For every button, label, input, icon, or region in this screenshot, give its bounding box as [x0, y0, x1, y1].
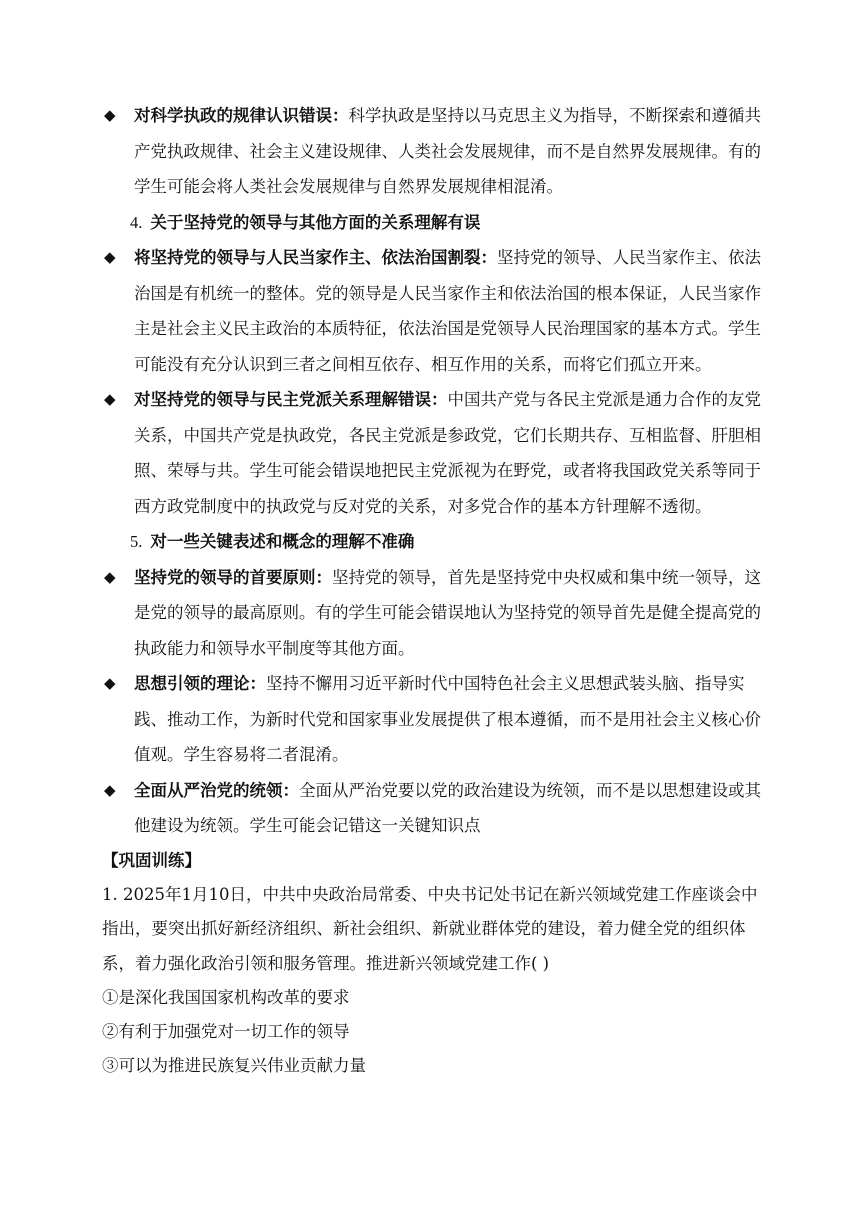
bullet-item-strict-governance	[104, 773, 764, 844]
bullet-term: 思想引领的理论：	[134, 674, 266, 693]
bullet-term: 将坚持党的领导与人民当家作主、依法治国割裂：	[134, 248, 497, 267]
diamond-bullet-icon: ◆	[104, 390, 116, 408]
bullet-item-democratic-parties	[104, 382, 764, 524]
option-item: ③可以为推进民族复兴伟业贡献力量	[102, 1056, 366, 1075]
practice-heading: 【巩固训练】	[102, 850, 201, 870]
diamond-bullet-icon: ◆	[104, 106, 116, 124]
section-title: 对一些关键表述和概念的理解不准确	[150, 532, 415, 551]
bullet-body: 坚持党的领导、人民当家作主、依法治国是有机统一的整体。党的领导是人民当家作主和依法治国的根本保证，人民当家作主是社会主义民主政治的本质特征，依法治国是党领导人民治理国家的基本方式。学生可能没有充分认识到三者之间相互依存、相互作用的关系，而将它们孤立开来。	[134, 248, 761, 374]
bullet-item-science-governance	[104, 98, 764, 205]
section-heading-5	[104, 524, 764, 560]
bullet-item-three-unity	[104, 240, 764, 382]
diamond-bullet-icon: ◆	[104, 567, 116, 586]
question-text: 1. 2025年1月10日，中共中央政治局常委、中央书记处书记在新兴领域党建工作座谈会中指出，要突出抓好新经济组织、新社会组织、新就业群体党的建设，着力健全党的组织体系，着力强化政治引领和服务管理。推进新兴领域党建工作( )	[102, 884, 758, 973]
bullet-body: 坚持党的领导，首先是坚持党中央权威和集中统一领导，这是党的领导的最高原则。有的学生可能会错误地认为坚持党的领导首先是健全提高党的执政能力和领导水平制度等其他方面。	[134, 567, 761, 658]
section-number: 4.	[130, 212, 143, 232]
diamond-bullet-icon: ◆	[104, 674, 116, 692]
bullet-term: 对坚持党的领导与民主党派关系理解错误：	[134, 390, 448, 409]
option-item: ①是深化我国国家机构改革的要求	[102, 988, 350, 1007]
bullet-body: 坚持不懈用习近平新时代中国特色社会主义思想武装头脑、指导实践、推动工作，为新时代党和国家事业发展提供了根本遵循，而不是用社会主义核心价值观。学生容易将二者混淆。	[134, 674, 761, 764]
bullet-term: 坚持党的领导的首要原则：	[134, 567, 332, 587]
section-title: 关于坚持党的领导与其他方面的关系理解有误	[150, 212, 481, 232]
bullet-body: 科学执政是坚持以马克思主义为指导，不断探索和遵循共产党执政规律、社会主义建设规律、人类社会发展规律，而不是自然界发展规律。有的学生可能会将人类社会发展规律与自然界发展规律相混淆。	[134, 106, 761, 196]
diamond-bullet-icon: ◆	[104, 248, 116, 266]
bullet-body: 全面从严治党要以党的政治建设为统领，而不是以思想建设或其他建设为统领。学生可能会记错这一关键知识点	[134, 780, 761, 835]
section-number: 5.	[130, 532, 143, 551]
section-heading-4	[104, 205, 764, 241]
bullet-term: 全面从严治党的统领：	[134, 780, 299, 800]
diamond-bullet-icon: ◆	[104, 780, 116, 799]
option-item: ②有利于加强党对一切工作的领导	[102, 1022, 350, 1041]
document-content	[104, 98, 764, 1083]
bullet-item-primary-principle	[104, 560, 764, 667]
bullet-body: 中国共产党与各民主党派是通力合作的友党关系，中国共产党是执政党，各民主党派是参政党，它们长期共存、互相监督、肝胆相照、荣辱与共。学生可能会错误地把民主党派视为在野党，或者将我国政党关系等同于西方政党制度中的执政党与反对党的关系，对多党合作的基本方针理解不透彻。	[134, 390, 761, 516]
bullet-item-ideological-guidance	[104, 666, 764, 773]
bullet-term: 对科学执政的规律认识错误：	[134, 106, 349, 125]
